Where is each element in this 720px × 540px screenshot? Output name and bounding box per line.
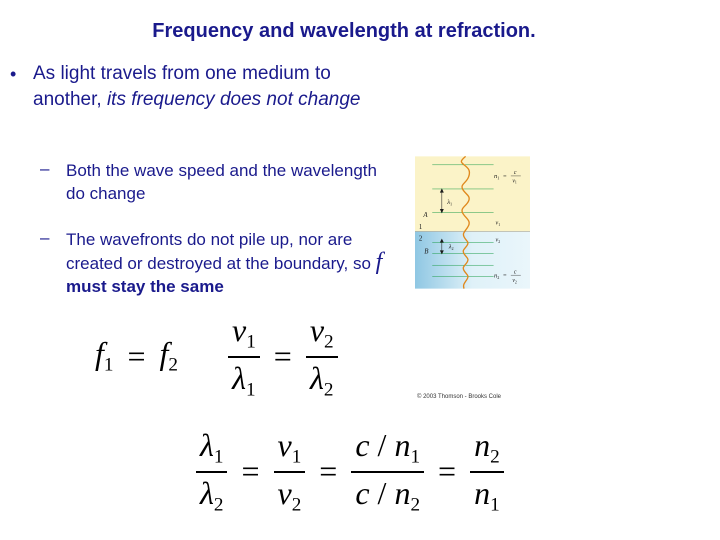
n2-denominator: $v_2$ [512, 278, 517, 285]
boundary-side-1: 1 [418, 224, 423, 232]
equation-frequency: $f_1 = f_2$ [95, 335, 179, 376]
medium-a-label: A [423, 211, 428, 219]
subbullet-text-2-normal: The wavefronts do not pile up, nor are created or destroyed at the boundary, so [66, 230, 376, 273]
bullet-text-normal: As light travels from one medium to another, [33, 63, 331, 110]
equation-speed-wavelength: $\frac{v_1}{\lambda_1}$ = $\frac{v_2}{\lambda_2}$ [228, 312, 338, 401]
bullet-marker: • [10, 64, 17, 84]
subbullet-text-1: Both the wave speed and the wavelength do change [66, 161, 377, 203]
n2-numerator: c [513, 269, 517, 276]
n1-label: $n_1$ [493, 172, 500, 181]
n1-denominator: $v_1$ [512, 178, 517, 185]
bullet-text-italic: its frequency does not change [106, 89, 361, 110]
lambda2-label: $\lambda_2$ [448, 243, 454, 251]
lambda1-label: $\lambda_1$ [447, 198, 453, 207]
n1-numerator: c [513, 170, 517, 177]
n2-equals: = [503, 273, 507, 280]
medium-a-region [415, 156, 530, 231]
refraction-diagram [415, 50, 530, 395]
boundary-side-2: 2 [418, 235, 423, 243]
medium-b-label: B [424, 248, 429, 256]
subbullet-marker-2: – [40, 228, 50, 247]
v2-label: $v_2$ [495, 237, 501, 245]
frequency-symbol: f [375, 249, 383, 275]
n2-label: $n_2$ [493, 272, 500, 281]
equation-ratio-chain: $\frac{\lambda_1}{\lambda_2}$ = $\frac{v_1}{v_2}$ = $\frac{c / n_1}{c / n_2}$ = $\frac{n_2}{n_1}$ [196, 427, 504, 516]
subbullet-text-2 [66, 228, 396, 298]
subbullet-marker-1: – [40, 159, 50, 178]
n1-equals: = [503, 173, 507, 180]
slide-title: Frequency and wavelength at refraction. [152, 20, 536, 42]
v1-label: $v_1$ [495, 220, 501, 228]
bullet-text [33, 61, 393, 113]
figure-copyright: © 2003 Thomson - Brooks Cole [417, 394, 502, 400]
subbullet-text-2-bold: must stay the same [66, 277, 224, 296]
